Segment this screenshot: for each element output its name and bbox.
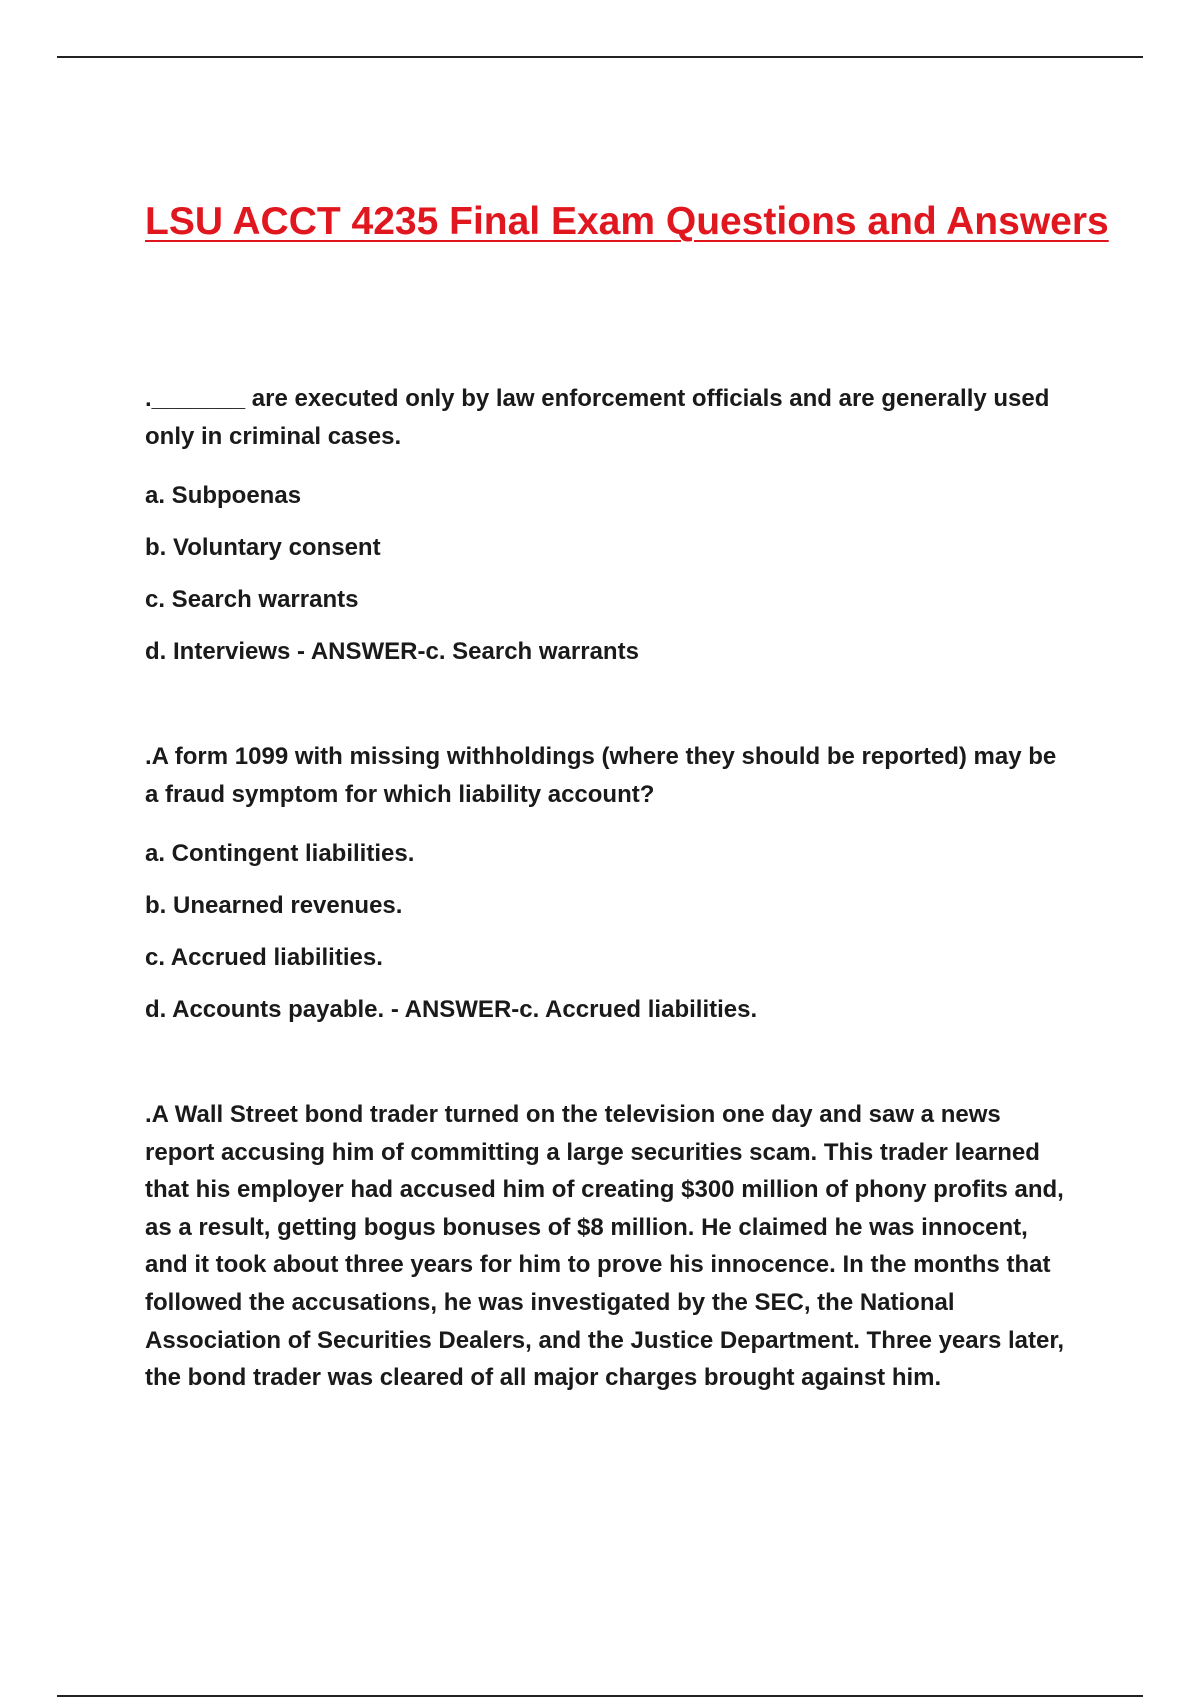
question-block-1 [145, 380, 1075, 678]
top-rule [57, 56, 1143, 58]
answer-option: b. Unearned revenues. [145, 892, 403, 919]
answer-option-with-answer: d. Interviews - ANSWER-c. Search warrants [145, 638, 639, 665]
answer-option: c. Accrued liabilities. [145, 944, 383, 971]
answer-option: c. Search warrants [145, 586, 359, 613]
question-stem: .A Wall Street bond trader turned on the television one day and saw a news report accusing him of committing a large securities scam. This trader learned that his employer had accused him of creating $300 million of phony profits and, as a result, getting bogus bonuses of $8 million. He claimed he was innocent, and it took about three years for him to prove his innocence. In the months that followed the accusations, he was investigated by the SEC, the National Association of Securities Dealers, and the Justice Department. Three years later, the bond trader was cleared of all major charges brought against him. [145, 1101, 1065, 1392]
answer-option-with-answer: d. Accounts payable. - ANSWER-c. Accrued liabilities. [145, 996, 758, 1023]
document-title: LSU ACCT 4235 Final Exam Questions and Answers [145, 200, 1109, 243]
question-block-2 [145, 738, 1075, 1036]
document-body [145, 380, 1075, 1457]
question-stem: ._______ are executed only by law enforcement officials and are generally used only in criminal cases. [145, 385, 1050, 450]
answer-option: b. Voluntary consent [145, 534, 381, 561]
question-stem: .A form 1099 with missing withholdings (where they should be reported) may be a fraud symptom for which liability account? [145, 743, 1057, 808]
bottom-rule [57, 1695, 1143, 1697]
question-block-3 [145, 1096, 1075, 1397]
answer-option: a. Subpoenas [145, 482, 302, 509]
answer-option: a. Contingent liabilities. [145, 840, 415, 867]
